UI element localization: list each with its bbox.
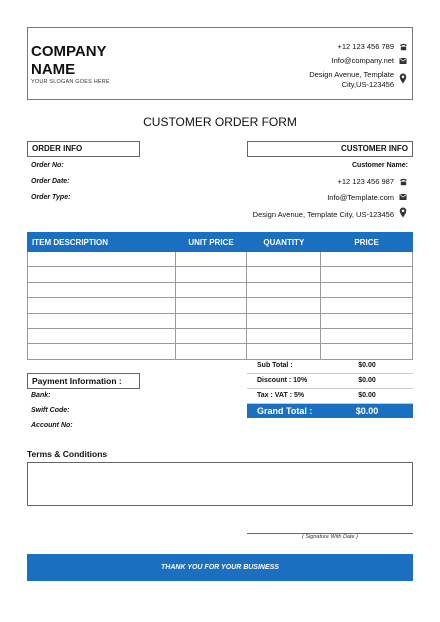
subtotal-label: Sub Total :	[247, 358, 321, 373]
mail-icon	[398, 192, 408, 202]
customer-info-heading: CUSTOMER INFO	[247, 141, 413, 157]
tax-value: $0.00	[321, 388, 413, 403]
company-slogan: YOUR SLOGAN GOES HERE	[31, 79, 110, 85]
table-cell[interactable]	[175, 267, 247, 282]
order-info-heading: ORDER INFO	[27, 141, 140, 157]
customer-phone: +12 123 456 987	[337, 177, 394, 186]
tax-row	[247, 388, 413, 403]
order-date-label: Order Date:	[31, 178, 70, 185]
grand-total-value: $0.00	[321, 403, 413, 418]
table-cell[interactable]	[247, 267, 321, 282]
customer-email: Info@Template.com	[327, 193, 394, 202]
company-address-line2: City,US-123456	[341, 80, 394, 89]
company-phone: +12 123 456 789	[337, 42, 394, 51]
discount-row	[247, 373, 413, 388]
tax-label: Tax : VAT : 5%	[247, 388, 321, 403]
mail-icon	[398, 56, 408, 66]
grand-total-row	[247, 403, 413, 418]
table-cell[interactable]	[321, 313, 413, 328]
table-cell[interactable]	[247, 344, 321, 359]
table-cell[interactable]	[28, 328, 176, 343]
customer-address: Design Avenue, Template City, US-123456	[252, 210, 394, 219]
subtotal-value: $0.00	[321, 358, 413, 373]
table-cell[interactable]	[28, 313, 176, 328]
col-price: PRICE	[321, 233, 413, 252]
table-row	[28, 282, 413, 297]
location-icon	[398, 73, 408, 83]
items-table	[27, 232, 413, 360]
company-address-line1: Design Avenue, Template	[309, 70, 394, 79]
table-row	[28, 252, 413, 267]
table-cell[interactable]	[175, 282, 247, 297]
grand-total-label: Grand Total :	[247, 403, 321, 418]
signature-caption: ( Signature With Date )	[302, 534, 358, 540]
account-no-label: Account No:	[31, 422, 73, 429]
col-quantity: QUANTITY	[247, 233, 321, 252]
table-cell[interactable]	[28, 344, 176, 359]
table-cell[interactable]	[247, 282, 321, 297]
table-cell[interactable]	[175, 298, 247, 313]
totals-table	[247, 358, 413, 418]
table-cell[interactable]	[247, 313, 321, 328]
footer-text: THANK YOU FOR YOUR BUSINESS	[161, 564, 279, 571]
col-unit-price: UNIT PRICE	[175, 233, 247, 252]
form-title: CUSTOMER ORDER FORM	[143, 115, 297, 129]
discount-value: $0.00	[321, 373, 413, 388]
col-item-description: ITEM DESCRIPTION	[28, 233, 176, 252]
order-no-label: Order No:	[31, 162, 64, 169]
table-cell[interactable]	[175, 328, 247, 343]
table-cell[interactable]	[175, 313, 247, 328]
table-cell[interactable]	[247, 252, 321, 267]
customer-name-label: Customer Name:	[351, 162, 408, 169]
table-cell[interactable]	[28, 298, 176, 313]
terms-heading: Terms & Conditions	[27, 449, 108, 459]
table-cell[interactable]	[28, 267, 176, 282]
table-cell[interactable]	[321, 267, 413, 282]
order-type-label: Order Type:	[31, 194, 71, 201]
location-icon	[398, 207, 408, 217]
table-row	[28, 313, 413, 328]
swift-code-label: Swift Code:	[31, 407, 70, 414]
subtotal-row	[247, 358, 413, 373]
footer-bar	[27, 554, 413, 581]
phone-icon	[398, 177, 408, 187]
table-cell[interactable]	[175, 344, 247, 359]
company-name: COMPANY NAME	[31, 43, 107, 78]
discount-label: Discount : 10%	[247, 373, 321, 388]
table-cell[interactable]	[321, 282, 413, 297]
table-cell[interactable]	[28, 252, 176, 267]
table-cell[interactable]	[321, 328, 413, 343]
table-cell[interactable]	[321, 252, 413, 267]
table-cell[interactable]	[247, 298, 321, 313]
company-email: Info@company.net	[331, 56, 394, 65]
table-cell[interactable]	[321, 344, 413, 359]
bank-label: Bank:	[31, 392, 51, 399]
table-cell[interactable]	[247, 328, 321, 343]
table-row	[28, 267, 413, 282]
table-row	[28, 328, 413, 343]
items-table-header	[28, 233, 413, 252]
table-row	[28, 344, 413, 359]
table-cell[interactable]	[175, 252, 247, 267]
phone-icon	[398, 42, 408, 52]
terms-box[interactable]	[27, 462, 413, 506]
table-cell[interactable]	[28, 282, 176, 297]
table-cell[interactable]	[321, 298, 413, 313]
payment-info-heading: Payment Information :	[27, 373, 140, 389]
table-row	[28, 298, 413, 313]
